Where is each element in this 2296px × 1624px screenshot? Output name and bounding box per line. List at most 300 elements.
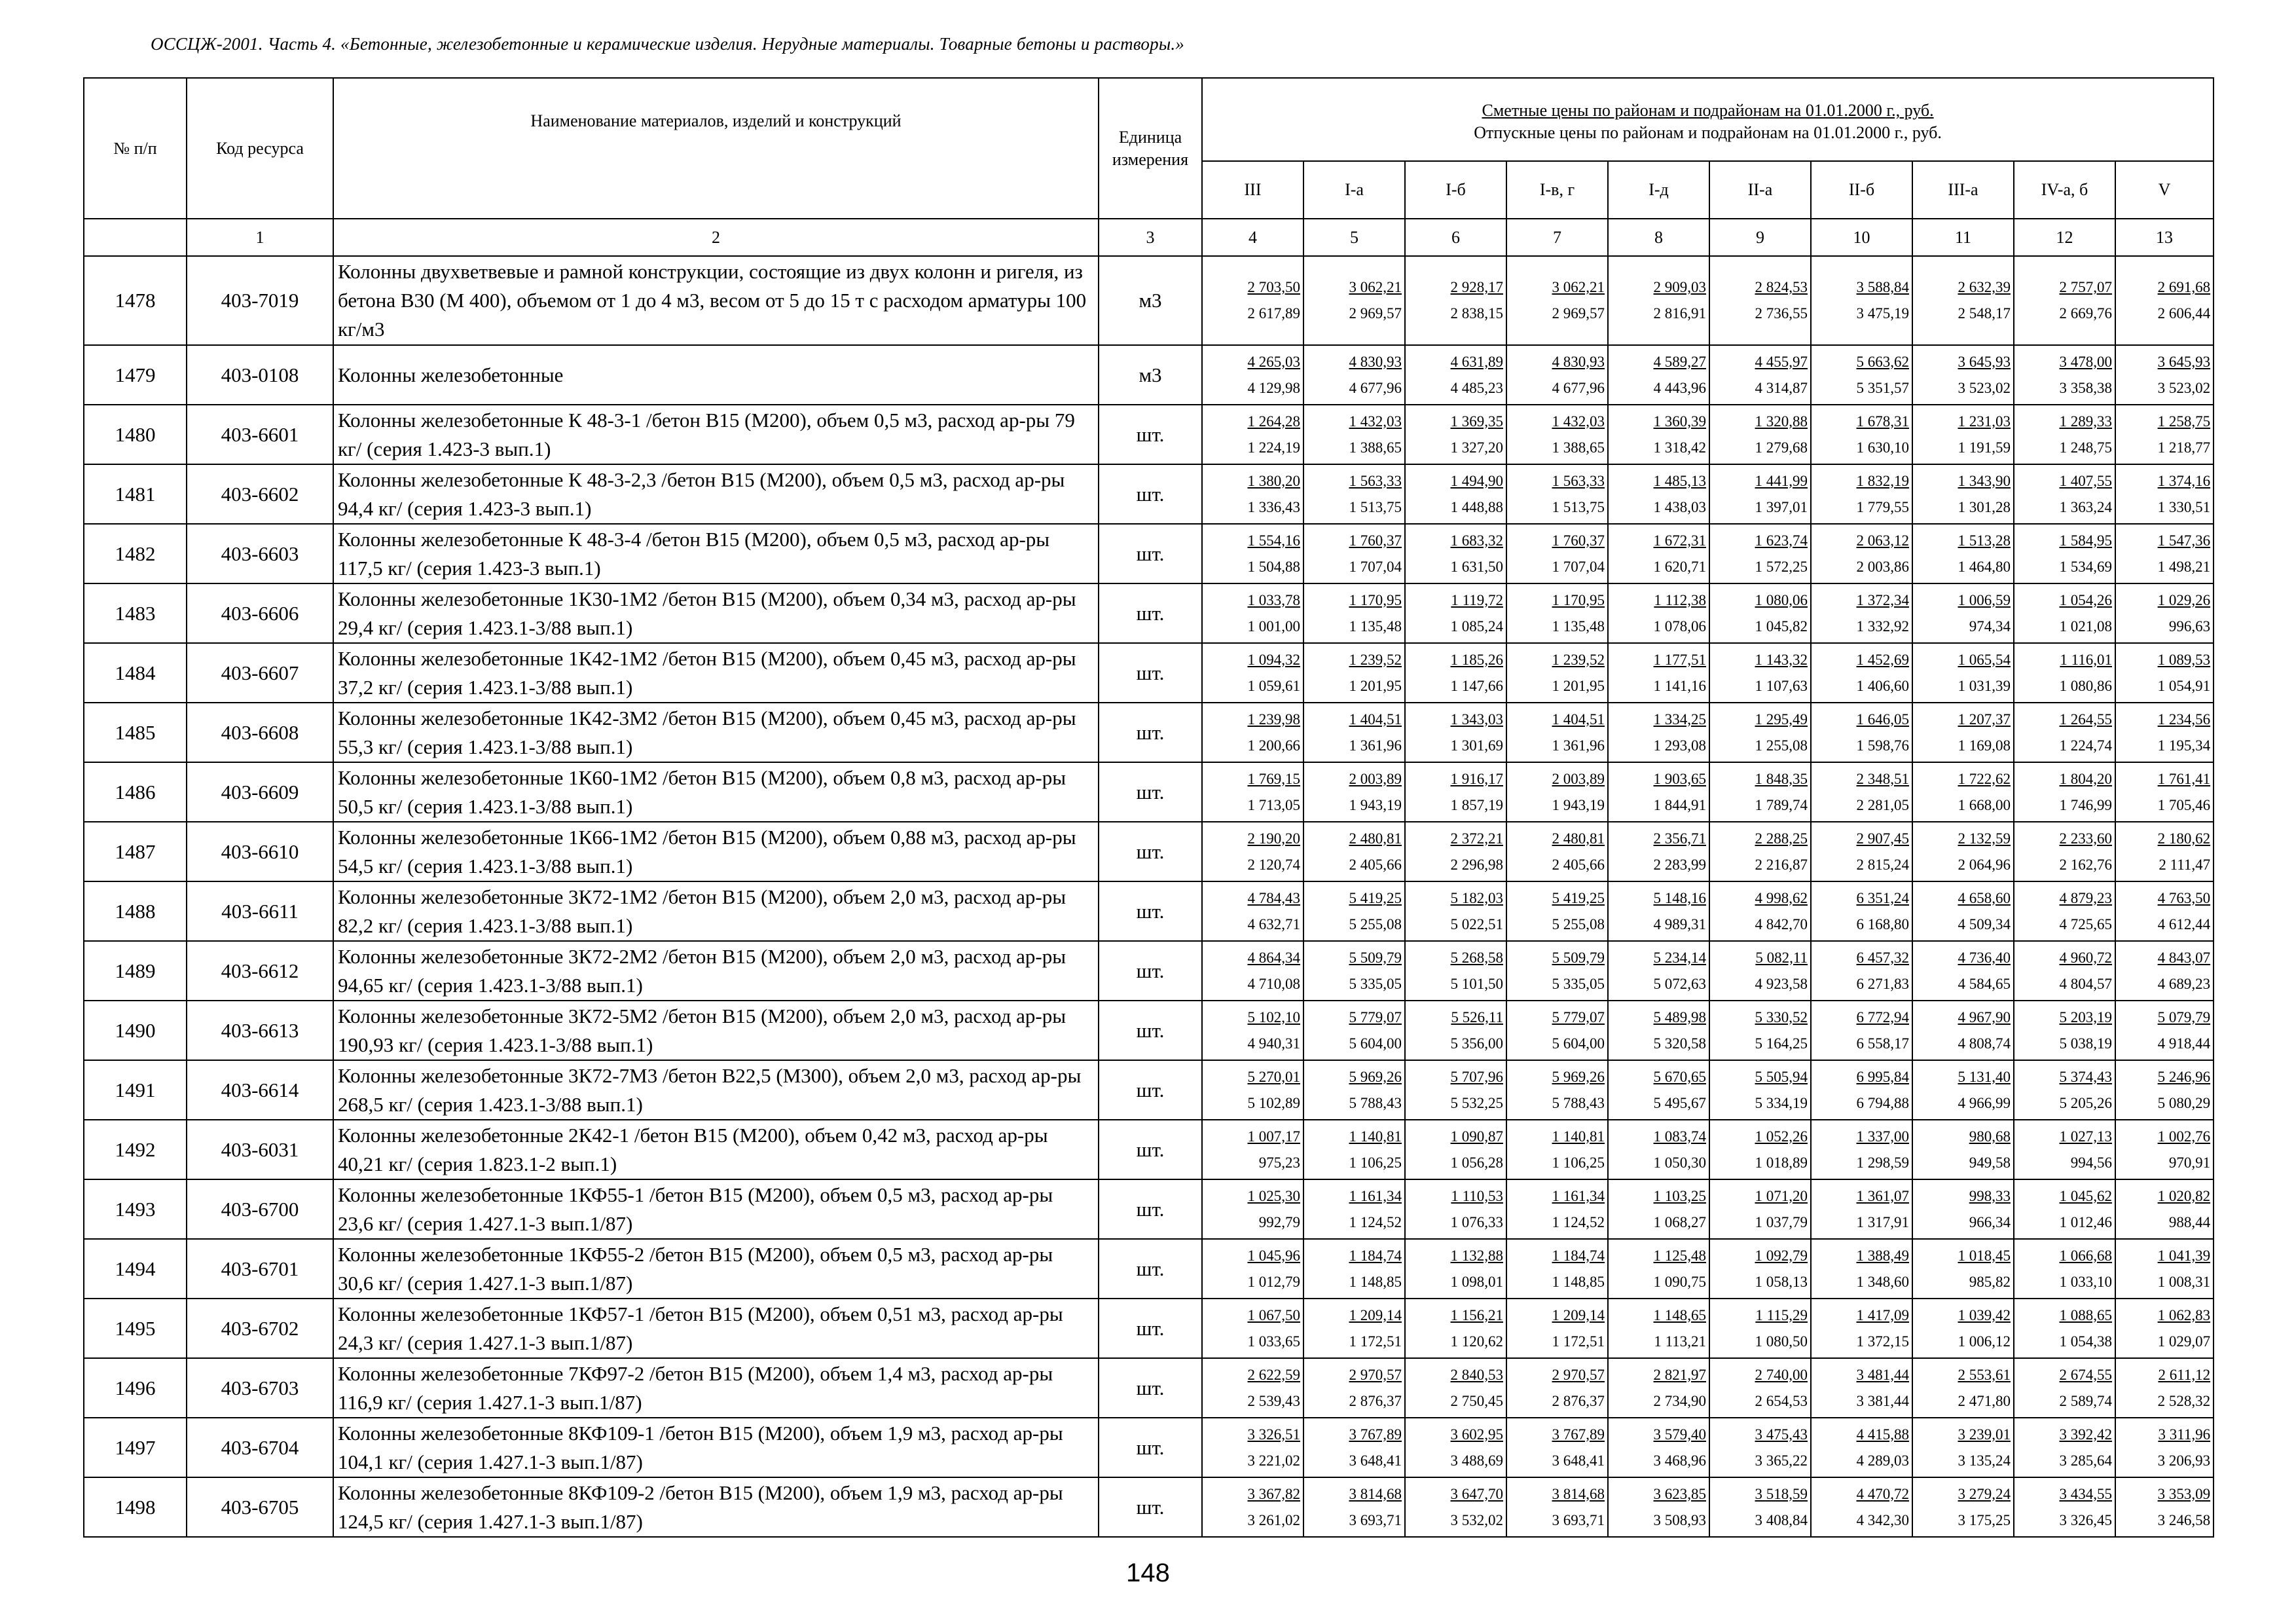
region-header: IV-а, б	[2014, 161, 2115, 219]
release-price: 1 857,19	[1450, 796, 1503, 813]
estimate-price: 6 995,84	[1856, 1068, 1909, 1085]
estimate-price: 1 116,01	[2060, 651, 2112, 668]
price-cell	[1202, 524, 1303, 583]
estimate-price: 1 002,76	[2157, 1128, 2211, 1145]
table-row	[84, 1477, 2214, 1537]
price-cell	[1912, 822, 2014, 881]
estimate-price: 5 102,10	[1247, 1008, 1300, 1025]
estimate-price: 3 481,44	[1856, 1366, 1909, 1383]
release-price: 5 356,00	[1450, 1035, 1503, 1052]
estimate-price: 1 343,03	[1450, 710, 1503, 728]
price-cell	[2014, 1179, 2115, 1239]
price-cell	[2115, 1060, 2214, 1120]
resource-code: 403-6601	[187, 405, 333, 464]
release-price: 1 534,69	[2059, 558, 2112, 575]
table-body	[84, 256, 2214, 1537]
estimate-price: 5 779,07	[1552, 1008, 1605, 1025]
estimate-price: 1 485,13	[1653, 472, 1706, 489]
release-price: 3 468,96	[1653, 1452, 1706, 1469]
price-cell	[1303, 703, 1405, 762]
price-cell	[1202, 1299, 1303, 1358]
estimate-price: 4 864,34	[1247, 949, 1300, 966]
release-price: 2 654,53	[1755, 1392, 1808, 1409]
price-cell	[2115, 583, 2214, 643]
price-cell	[1506, 762, 1608, 822]
price-table	[83, 77, 2214, 1538]
price-cell	[1608, 1060, 1709, 1120]
item-name: Колонны железобетонные 8КФ109-1 /бетон В15 (М200), объем 1,9 м3, расход ар-ры 104,1 кг/ (серия 1.427.1-3 вып.1/87)	[333, 1418, 1099, 1477]
price-cell	[1608, 1299, 1709, 1358]
release-price: 3 523,02	[1958, 379, 2011, 396]
release-price: 1 707,04	[1552, 558, 1605, 575]
row-number: 1492	[84, 1120, 187, 1179]
release-price: 1 504,88	[1247, 558, 1300, 575]
item-name: Колонны железобетонные 1КФ55-2 /бетон В15 (М200), объем 0,5 м3, расход ар-ры 30,6 кг/ (серия 1.427.1-3 вып.1/87)	[333, 1239, 1099, 1299]
table-row	[84, 1299, 2214, 1358]
item-name: Колонны железобетонные 3К72-2М2 /бетон В15 (М200), объем 2,0 м3, расход ар-ры 94,65 кг/ (серия 1.423.1-3/88 вып.1)	[333, 941, 1099, 1001]
estimate-price: 4 830,93	[1349, 353, 1402, 370]
row-number: 1486	[84, 762, 187, 822]
price-cell	[1608, 881, 1709, 941]
estimate-price: 2 553,61	[1958, 1366, 2011, 1383]
unit-of-measure: шт.	[1099, 822, 1202, 881]
release-price: 1 293,08	[1653, 737, 1706, 754]
unit-of-measure: шт.	[1099, 1418, 1202, 1477]
release-price: 1 388,65	[1349, 439, 1402, 456]
price-cell	[1303, 1179, 1405, 1239]
region-header: I-в, г	[1506, 161, 1608, 219]
price-cell	[2115, 1239, 2214, 1299]
price-cell	[1709, 762, 1811, 822]
price-cell	[1811, 345, 1912, 405]
estimate-price: 1 646,05	[1856, 710, 1909, 728]
price-cell	[1811, 256, 1912, 345]
release-price: 3 381,44	[1856, 1392, 1909, 1409]
estimate-price: 1 025,30	[1247, 1187, 1300, 1204]
price-cell	[1912, 1001, 2014, 1060]
price-cell	[1709, 345, 1811, 405]
release-price: 1 169,08	[1958, 737, 2011, 754]
column-number-cell: 7	[1506, 219, 1608, 256]
release-price: 1 361,96	[1349, 737, 1402, 754]
price-cell	[1202, 1418, 1303, 1477]
release-price: 1 200,66	[1247, 737, 1300, 754]
estimate-price: 2 757,07	[2059, 279, 2112, 295]
estimate-price: 4 830,93	[1552, 353, 1605, 370]
release-price: 2 734,90	[1653, 1392, 1706, 1409]
price-cell	[1709, 1239, 1811, 1299]
price-cell	[1506, 643, 1608, 703]
estimate-price: 3 767,89	[1349, 1426, 1402, 1443]
estimate-price: 1 088,65	[2059, 1306, 2112, 1323]
row-number: 1494	[84, 1239, 187, 1299]
item-name: Колонны железобетонные 7КФ97-2 /бетон В15 (М200), объем 1,4 м3, расход ар-ры 116,9 кг/ (серия 1.427.1-3 вып.1/87)	[333, 1358, 1099, 1418]
release-price: 4 940,31	[1247, 1035, 1300, 1052]
release-price: 1 448,88	[1450, 498, 1503, 515]
table-row	[84, 703, 2214, 762]
release-price: 2 876,37	[1552, 1392, 1605, 1409]
table-row	[84, 1239, 2214, 1299]
estimate-price: 3 239,01	[1958, 1426, 2011, 1443]
estimate-price: 1 115,29	[1755, 1306, 1808, 1323]
region-header: III	[1202, 161, 1303, 219]
estimate-price: 3 311,96	[2158, 1426, 2211, 1443]
estimate-price: 5 131,40	[1958, 1068, 2011, 1085]
release-price: 1 779,55	[1856, 498, 1909, 515]
estimate-price: 4 589,27	[1653, 353, 1706, 370]
price-cell	[1608, 345, 1709, 405]
price-cell	[2014, 464, 2115, 524]
resource-code: 403-7019	[187, 256, 333, 345]
estimate-price: 3 602,95	[1450, 1426, 1503, 1443]
price-cell	[2115, 1477, 2214, 1537]
resource-code: 403-6701	[187, 1239, 333, 1299]
page-number: 148	[1126, 1559, 1170, 1587]
price-cell	[1405, 1299, 1506, 1358]
price-cell	[1912, 345, 2014, 405]
price-cell	[1608, 1120, 1709, 1179]
release-price: 4 989,31	[1653, 915, 1706, 932]
price-cell	[1912, 643, 2014, 703]
price-cell	[1811, 1299, 1912, 1358]
price-cell	[1202, 1358, 1303, 1418]
estimate-price: 1 404,51	[1349, 710, 1402, 728]
release-price: 6 271,83	[1856, 975, 1909, 992]
release-price: 5 205,26	[2059, 1094, 2112, 1111]
release-price: 1 090,75	[1653, 1273, 1706, 1290]
release-price: 1 141,16	[1653, 677, 1706, 694]
release-price: 1 080,86	[2059, 677, 2112, 694]
estimate-price: 4 960,72	[2059, 949, 2112, 966]
estimate-price: 1 041,39	[2157, 1247, 2211, 1264]
release-price: 2 216,87	[1755, 856, 1808, 873]
column-number-cell: 9	[1709, 219, 1811, 256]
release-price: 4 804,57	[2059, 975, 2112, 992]
release-price: 1 056,28	[1450, 1154, 1503, 1171]
estimate-price: 1 066,68	[2059, 1247, 2112, 1264]
price-cell	[2115, 524, 2214, 583]
price-cell	[2115, 762, 2214, 822]
price-cell	[2115, 1179, 2214, 1239]
item-name: Колонны железобетонные К 48-3-4 /бетон В15 (М200), объем 0,5 м3, расход ар-ры 117,5 кг/ (серия 1.423-3 вып.1)	[333, 524, 1099, 583]
release-price: 6 558,17	[1856, 1035, 1909, 1052]
estimate-price: 3 623,85	[1653, 1485, 1706, 1502]
estimate-price: 2 703,50	[1247, 279, 1300, 295]
item-name: Колонны железобетонные К 48-3-1 /бетон В15 (М200), объем 0,5 м3, расход ар-ры 79 кг/ (серия 1.423-3 вып.1)	[333, 405, 1099, 464]
release-price: 5 532,25	[1450, 1094, 1503, 1111]
release-price: 1 124,52	[1349, 1213, 1402, 1230]
price-cell	[1202, 881, 1303, 941]
price-cell	[1811, 762, 1912, 822]
document-header: ОССЦЖ-2001. Часть 4. «Бетонные, железобетонные и керамические изделия. Нерудные материалы. Товарные бетоны и растворы.»	[151, 34, 1184, 54]
estimate-price: 1 334,25	[1653, 710, 1706, 728]
unit-of-measure: шт.	[1099, 1120, 1202, 1179]
estimate-price: 1 161,34	[1552, 1187, 1605, 1204]
release-price: 3 532,02	[1450, 1511, 1503, 1528]
release-price: 4 632,71	[1247, 915, 1300, 932]
column-number-cell: 10	[1811, 219, 1912, 256]
release-price: 1 943,19	[1349, 796, 1402, 813]
release-price: 1 464,80	[1958, 558, 2011, 575]
resource-code: 403-6609	[187, 762, 333, 822]
price-cell	[1506, 464, 1608, 524]
row-number: 1478	[84, 256, 187, 345]
table-row	[84, 881, 2214, 941]
release-price: 994,56	[2070, 1154, 2112, 1171]
price-cell	[1506, 524, 1608, 583]
estimate-price: 1 170,95	[1552, 591, 1605, 608]
estimate-price: 2 840,53	[1450, 1366, 1503, 1383]
estimate-price: 1 209,14	[1552, 1306, 1605, 1323]
estimate-price: 5 663,62	[1856, 353, 1909, 370]
release-price: 2 606,44	[2157, 305, 2211, 322]
release-price: 1 406,60	[1856, 677, 1909, 694]
estimate-price: 1 494,90	[1450, 472, 1503, 489]
release-price: 5 334,19	[1755, 1094, 1808, 1111]
estimate-price: 1 148,65	[1653, 1306, 1706, 1323]
release-price: 5 335,05	[1552, 975, 1605, 992]
unit-of-measure: шт.	[1099, 1001, 1202, 1060]
price-cell	[1506, 1120, 1608, 1179]
release-price: 1 301,69	[1450, 737, 1503, 754]
release-price: 1 363,24	[2059, 498, 2112, 515]
estimate-price: 4 843,07	[2157, 949, 2211, 966]
estimate-price: 2 970,57	[1349, 1366, 1402, 1383]
table-row	[84, 643, 2214, 703]
estimate-price: 1 320,88	[1755, 413, 1808, 430]
price-cell	[1608, 1358, 1709, 1418]
unit-of-measure: шт.	[1099, 643, 1202, 703]
resource-code: 403-6603	[187, 524, 333, 583]
estimate-price: 5 079,79	[2157, 1008, 2211, 1025]
release-price: 5 255,08	[1349, 915, 1402, 932]
release-price: 1 172,51	[1552, 1333, 1605, 1350]
estimate-price: 1 092,79	[1755, 1247, 1808, 1264]
resource-code: 403-6614	[187, 1060, 333, 1120]
estimate-price: 2 180,62	[2157, 830, 2211, 847]
region-header: I-б	[1405, 161, 1506, 219]
release-price: 3 508,93	[1653, 1511, 1706, 1528]
estimate-price: 1 760,37	[1349, 532, 1402, 549]
item-name: Колонны железобетонные 1К66-1М2 /бетон В15 (М200), объем 0,88 м3, расход ар-ры 54,5 кг/ (серия 1.423.1-3/88 вып.1)	[333, 822, 1099, 881]
estimate-price: 1 045,96	[1247, 1247, 1300, 1264]
price-cell	[1912, 1477, 2014, 1537]
price-cell	[1811, 1477, 1912, 1537]
resource-code: 403-6606	[187, 583, 333, 643]
release-price: 5 604,00	[1349, 1035, 1402, 1052]
estimate-price: 1 563,33	[1349, 472, 1402, 489]
price-group-estimate-label: Сметные цены по районам и подрайонам на 01.01.2000 г., руб.	[1482, 101, 1934, 120]
price-cell	[2014, 643, 2115, 703]
release-price: 5 335,05	[1349, 975, 1402, 992]
resource-code: 403-6613	[187, 1001, 333, 1060]
release-price: 1 327,20	[1450, 439, 1503, 456]
price-cell	[1202, 345, 1303, 405]
price-cell	[1506, 822, 1608, 881]
estimate-price: 3 645,93	[1958, 353, 2011, 370]
estimate-price: 5 182,03	[1450, 889, 1503, 906]
release-price: 1 668,00	[1958, 796, 2011, 813]
price-cell	[1202, 1120, 1303, 1179]
release-price: 970,91	[2168, 1154, 2211, 1171]
release-price: 1 336,43	[1247, 498, 1300, 515]
estimate-price: 4 763,50	[2157, 889, 2211, 906]
price-cell	[1709, 1477, 1811, 1537]
release-price: 1 789,74	[1755, 796, 1808, 813]
price-cell	[2014, 822, 2115, 881]
price-cell	[1709, 1358, 1811, 1418]
estimate-price: 1 089,53	[2157, 651, 2211, 668]
price-cell	[1608, 1179, 1709, 1239]
release-price: 5 164,25	[1755, 1035, 1808, 1052]
estimate-price: 1 161,34	[1349, 1187, 1402, 1204]
release-price: 2 669,76	[2059, 305, 2112, 322]
price-cell	[1709, 822, 1811, 881]
release-price: 966,34	[1969, 1213, 2011, 1230]
release-price: 1 120,62	[1450, 1333, 1503, 1350]
release-price: 3 221,02	[1247, 1452, 1300, 1469]
estimate-price: 1 006,59	[1958, 591, 2011, 608]
item-name: Колонны железобетонные 1К42-3М2 /бетон В15 (М200), объем 0,45 м3, расход ар-ры 55,3 кг/ (серия 1.423.1-3/88 вып.1)	[333, 703, 1099, 762]
price-cell	[2014, 941, 2115, 1001]
price-cell	[1405, 941, 1506, 1001]
column-number-cell: 1	[187, 219, 333, 256]
release-price: 5 072,63	[1653, 975, 1706, 992]
release-price: 4 443,96	[1653, 379, 1706, 396]
estimate-price: 1 103,25	[1653, 1187, 1706, 1204]
column-header-price-group	[1202, 78, 2214, 161]
resource-code: 403-0108	[187, 345, 333, 405]
estimate-price: 1 062,83	[2157, 1306, 2211, 1323]
price-cell	[1303, 941, 1405, 1001]
estimate-price: 3 062,21	[1349, 279, 1402, 295]
release-price: 4 342,30	[1856, 1511, 1909, 1528]
column-number-cell: 13	[2115, 219, 2214, 256]
price-cell	[1912, 1418, 2014, 1477]
estimate-price: 5 246,96	[2157, 1068, 2211, 1085]
price-cell	[1303, 524, 1405, 583]
estimate-price: 1 547,36	[2157, 532, 2211, 549]
estimate-price: 1 119,72	[1451, 591, 1503, 608]
price-cell	[1303, 583, 1405, 643]
price-cell	[1202, 583, 1303, 643]
estimate-price: 5 779,07	[1349, 1008, 1402, 1025]
unit-of-measure: шт.	[1099, 1477, 1202, 1537]
release-price: 1 943,19	[1552, 796, 1605, 813]
estimate-price: 2 970,57	[1552, 1366, 1605, 1383]
row-number: 1497	[84, 1418, 187, 1477]
estimate-price: 1 372,34	[1856, 591, 1909, 608]
estimate-price: 3 478,00	[2059, 353, 2112, 370]
estimate-price: 1 234,56	[2157, 710, 2211, 728]
price-cell	[1202, 762, 1303, 822]
estimate-price: 4 736,40	[1958, 949, 2011, 966]
release-price: 1 195,34	[2157, 737, 2211, 754]
resource-code: 403-6612	[187, 941, 333, 1001]
release-price: 4 918,44	[2157, 1035, 2211, 1052]
release-price: 2 736,55	[1755, 305, 1808, 322]
estimate-price: 4 967,90	[1958, 1008, 2011, 1025]
price-cell	[1405, 1477, 1506, 1537]
price-cell	[2115, 1418, 2214, 1477]
row-number: 1479	[84, 345, 187, 405]
unit-of-measure: шт.	[1099, 524, 1202, 583]
unit-of-measure: шт.	[1099, 1060, 1202, 1120]
estimate-price: 2 611,12	[2158, 1366, 2211, 1383]
region-header: III-а	[1912, 161, 2014, 219]
resource-code: 403-6602	[187, 464, 333, 524]
release-price: 4 677,96	[1552, 379, 1605, 396]
price-cell	[1709, 524, 1811, 583]
release-price: 2 750,45	[1450, 1392, 1503, 1409]
release-price: 3 408,84	[1755, 1511, 1808, 1528]
price-cell	[2014, 1477, 2115, 1537]
estimate-price: 2 190,20	[1247, 830, 1300, 847]
price-cell	[1303, 345, 1405, 405]
release-price: 2 838,15	[1450, 305, 1503, 322]
release-price: 3 365,22	[1755, 1452, 1808, 1469]
price-cell	[2014, 345, 2115, 405]
price-cell	[1811, 464, 1912, 524]
release-price: 1 058,13	[1755, 1273, 1808, 1290]
row-number: 1489	[84, 941, 187, 1001]
item-name: Колонны железобетонные 8КФ109-2 /бетон В15 (М200), объем 1,9 м3, расход ар-ры 124,5 кг/ (серия 1.427.1-3 вып.1/87)	[333, 1477, 1099, 1537]
price-cell	[1811, 524, 1912, 583]
release-price: 1 746,99	[2059, 796, 2112, 813]
estimate-price: 1 563,33	[1552, 472, 1605, 489]
price-cell	[1202, 1477, 1303, 1537]
estimate-price: 1 054,26	[2059, 591, 2112, 608]
estimate-price: 1 337,00	[1856, 1128, 1909, 1145]
price-cell	[1912, 1358, 2014, 1418]
estimate-price: 1 125,48	[1653, 1247, 1706, 1264]
item-name: Колонны железобетонные 3К72-5М2 /бетон В15 (М200), объем 2,0 м3, расход ар-ры 190,93 кг/ (серия 1.423.1-3/88 вып.1)	[333, 1001, 1099, 1060]
release-price: 1 218,77	[2157, 439, 2211, 456]
estimate-price: 1 584,95	[2059, 532, 2112, 549]
estimate-price: 1 369,35	[1450, 413, 1503, 430]
column-number-cell: 12	[2014, 219, 2115, 256]
price-cell	[2115, 1358, 2214, 1418]
release-price: 1 098,01	[1450, 1273, 1503, 1290]
price-cell	[1405, 762, 1506, 822]
release-price: 1 298,59	[1856, 1154, 1909, 1171]
price-cell	[1709, 881, 1811, 941]
unit-of-measure: шт.	[1099, 703, 1202, 762]
estimate-price: 1 209,14	[1349, 1306, 1402, 1323]
estimate-price: 4 265,03	[1247, 353, 1300, 370]
price-cell	[1405, 1120, 1506, 1179]
column-number-cell	[84, 219, 187, 256]
estimate-price: 1 295,49	[1755, 710, 1808, 728]
estimate-price: 1 018,45	[1958, 1247, 2011, 1264]
price-cell	[1811, 643, 1912, 703]
release-price: 4 485,23	[1450, 379, 1503, 396]
estimate-price: 1 374,16	[2157, 472, 2211, 489]
price-cell	[1912, 1060, 2014, 1120]
price-cell	[1506, 941, 1608, 1001]
resource-code: 403-6705	[187, 1477, 333, 1537]
price-cell	[1405, 1358, 1506, 1418]
estimate-price: 5 969,26	[1552, 1068, 1605, 1085]
region-header: I-а	[1303, 161, 1405, 219]
release-price: 4 509,34	[1958, 915, 2011, 932]
price-cell	[1405, 405, 1506, 464]
unit-of-measure: м3	[1099, 345, 1202, 405]
row-number: 1481	[84, 464, 187, 524]
estimate-price: 3 392,42	[2059, 1426, 2112, 1443]
release-price: 1 224,74	[2059, 737, 2112, 754]
price-cell	[1608, 256, 1709, 345]
